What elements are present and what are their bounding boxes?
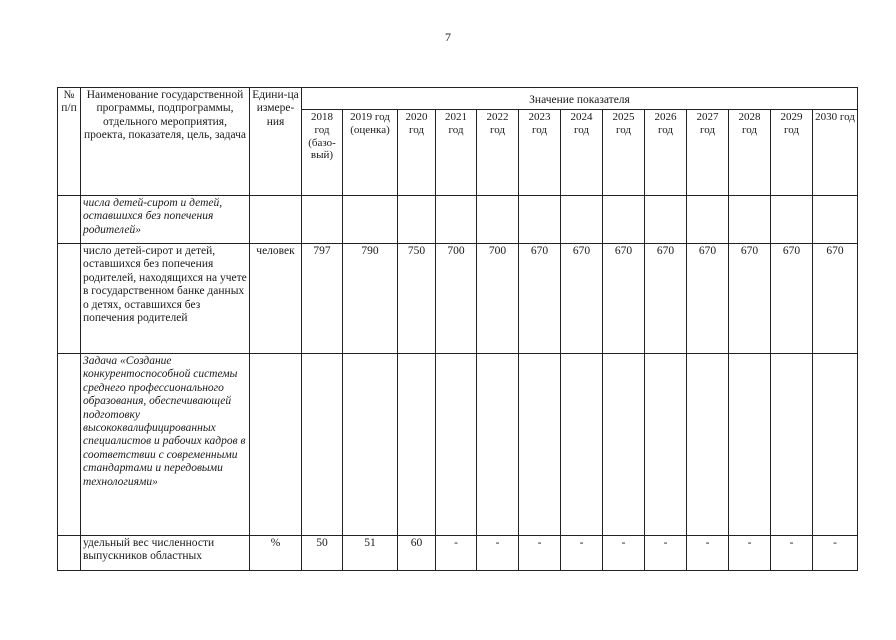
value-cell: 750	[398, 244, 436, 354]
value-cell	[519, 354, 561, 536]
value-cell: 797	[302, 244, 343, 354]
row-name: удельный вес численности выпускников областных	[81, 536, 250, 571]
value-cell: 670	[561, 244, 603, 354]
value-cell: 670	[645, 244, 687, 354]
value-cell	[519, 196, 561, 244]
value-cell	[343, 354, 398, 536]
value-cell	[302, 354, 343, 536]
value-cell: 670	[519, 244, 561, 354]
value-cell: -	[477, 536, 519, 571]
value-cell: -	[603, 536, 645, 571]
value-cell	[477, 196, 519, 244]
row-name: Задача «Создание конкурентоспособной системы среднего профессионального образования, обеспечивающей подготовку высококвалифицированных специалистов и рабочих кадров в соответствии с современными стандартами и передовыми технологиями»	[81, 354, 250, 536]
header-year-2023: 2023 год	[519, 110, 561, 196]
row-num	[58, 244, 81, 354]
row-num	[58, 536, 81, 571]
header-unit: Едини-ца измере-ния	[250, 88, 302, 196]
row-unit	[250, 196, 302, 244]
header-row-top	[58, 88, 858, 110]
value-cell	[398, 354, 436, 536]
value-cell: 60	[398, 536, 436, 571]
header-value-group: Значение показателя	[302, 88, 858, 110]
value-cell	[436, 354, 477, 536]
value-cell	[603, 196, 645, 244]
header-year-2027: 2027 год	[687, 110, 729, 196]
value-cell	[398, 196, 436, 244]
value-cell: -	[729, 536, 771, 571]
value-cell: 700	[436, 244, 477, 354]
value-cell: -	[813, 536, 858, 571]
value-cell	[561, 354, 603, 536]
value-cell	[771, 354, 813, 536]
value-cell: 670	[687, 244, 729, 354]
header-year-2029: 2029 год	[771, 110, 813, 196]
header-year-2021: 2021 год	[436, 110, 477, 196]
value-cell: -	[645, 536, 687, 571]
row-unit: %	[250, 536, 302, 571]
value-cell	[645, 196, 687, 244]
row-name: число детей-сирот и детей, оставшихся без попечения родителей, находящихся на учете в государственном банке данных о детях, оставшихся без попечения родителей	[81, 244, 250, 354]
value-cell	[477, 354, 519, 536]
page-number: 7	[445, 30, 451, 44]
table-row	[58, 536, 858, 571]
value-cell: 670	[729, 244, 771, 354]
row-unit: человек	[250, 244, 302, 354]
value-cell: 790	[343, 244, 398, 354]
value-cell	[771, 196, 813, 244]
table-row	[58, 196, 858, 244]
value-cell	[603, 354, 645, 536]
value-cell: 670	[603, 244, 645, 354]
value-cell: -	[771, 536, 813, 571]
header-year-2030: 2030 год	[813, 110, 858, 196]
value-cell	[343, 196, 398, 244]
row-num	[58, 354, 81, 536]
value-cell: 51	[343, 536, 398, 571]
value-cell	[561, 196, 603, 244]
value-cell: -	[436, 536, 477, 571]
indicator-table	[57, 87, 858, 571]
value-cell	[687, 354, 729, 536]
header-num: № п/п	[58, 88, 81, 196]
table-row	[58, 244, 858, 354]
header-year-2019: 2019 год (оценка)	[343, 110, 398, 196]
value-cell: 670	[813, 244, 858, 354]
header-name: Наименование государственной программы, подпрограммы, отдельного мероприятия, проекта, показателя, цель, задача	[81, 88, 250, 196]
value-cell	[729, 196, 771, 244]
header-year-2018: 2018 год (базо-вый)	[302, 110, 343, 196]
row-num	[58, 196, 81, 244]
value-cell	[645, 354, 687, 536]
table-row	[58, 354, 858, 536]
value-cell: -	[687, 536, 729, 571]
value-cell	[302, 196, 343, 244]
header-year-2025: 2025 год	[603, 110, 645, 196]
value-cell: 700	[477, 244, 519, 354]
value-cell: 50	[302, 536, 343, 571]
value-cell: 670	[771, 244, 813, 354]
value-cell	[813, 196, 858, 244]
header-year-2022: 2022 год	[477, 110, 519, 196]
row-name: числа детей-сирот и детей, оставшихся без попечения родителей»	[81, 196, 250, 244]
value-cell	[436, 196, 477, 244]
value-cell	[729, 354, 771, 536]
value-cell	[813, 354, 858, 536]
row-unit	[250, 354, 302, 536]
value-cell: -	[561, 536, 603, 571]
header-year-2028: 2028 год	[729, 110, 771, 196]
value-cell	[687, 196, 729, 244]
header-year-2026: 2026 год	[645, 110, 687, 196]
value-cell: -	[519, 536, 561, 571]
header-year-2020: 2020 год	[398, 110, 436, 196]
header-year-2024: 2024 год	[561, 110, 603, 196]
